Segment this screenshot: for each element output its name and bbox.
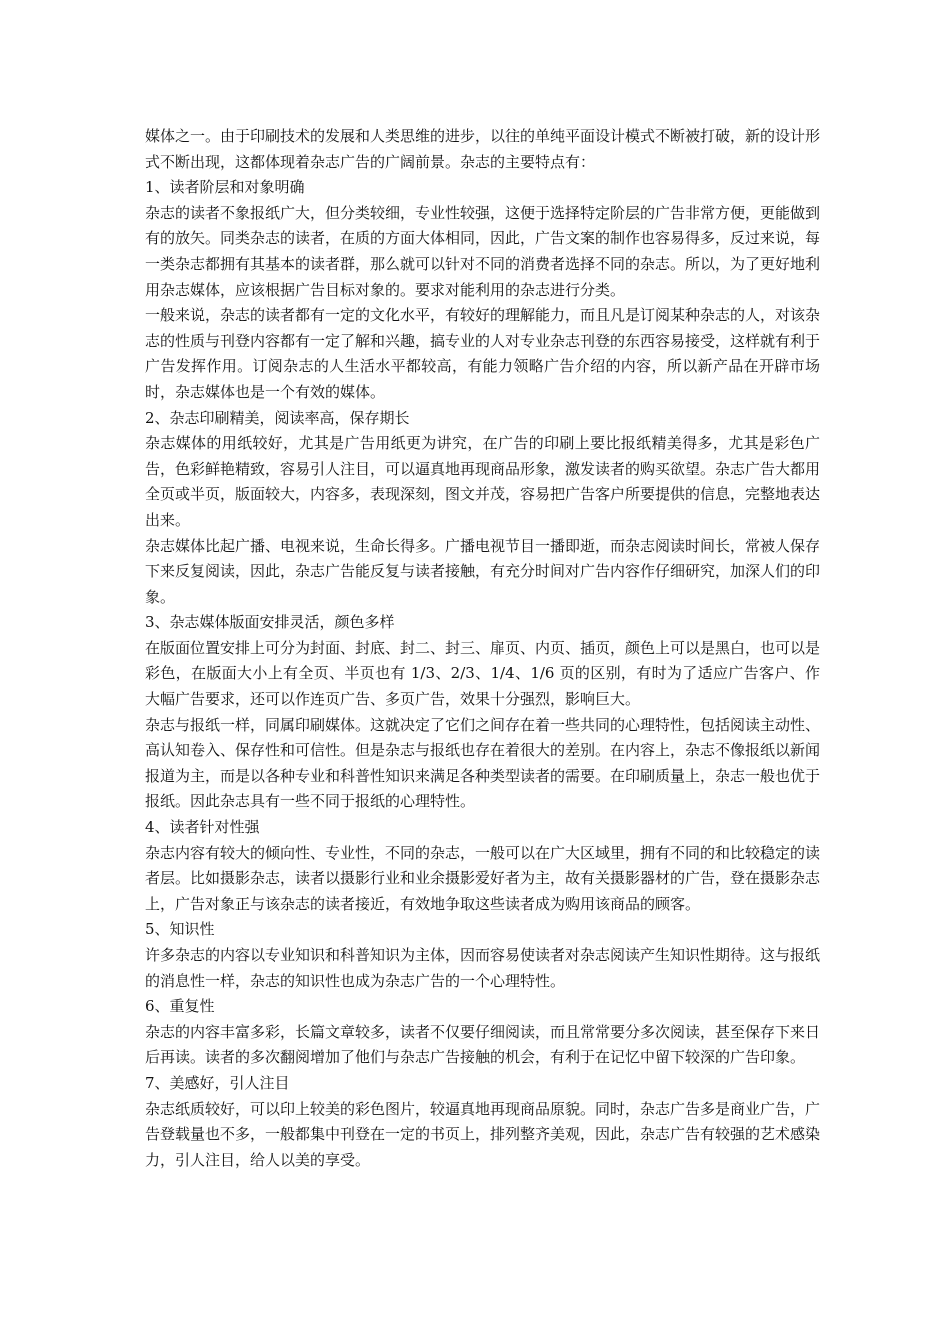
heading-2: 2、杂志印刷精美，阅读率高，保存期长 [145, 408, 410, 427]
paragraph: 在版面位置安排上可分为封面、封底、封二、封三、扉页、内页、插页，颜色上可以是黑白，也可以是彩色，在版面大小上有全页、半页也有 1/3、2/3、1/4、1/6 页的区别，有时为了适应广告客户、作大幅广告要求，还可以作连页广告、多页广告，效果十分强烈，影响巨大。 [145, 638, 821, 709]
paragraph: 杂志的内容丰富多彩，长篇文章较多，读者不仅要仔细阅读，而且常常要分多次阅读，甚至保存下来日后再读。读者的多次翻阅增加了他们与杂志广告接触的机会，有利于在记忆中留下较深的广告印象。 [145, 1022, 821, 1067]
paragraph: 杂志内容有较大的倾向性、专业性，不同的杂志，一般可以在广大区域里，拥有不同的和比较稳定的读者层。比如摄影杂志，读者以摄影行业和业余摄影爱好者为主，故有关摄影器材的广告，登在摄影杂志上，广告对象正与该杂志的读者接近，有效地争取这些读者成为购用该商品的顾客。 [145, 843, 821, 913]
heading-6: 6、重复性 [145, 997, 215, 1016]
heading-1: 1、读者阶层和对象明确 [145, 178, 305, 197]
heading-4: 4、读者针对性强 [145, 818, 260, 837]
heading-3: 3、杂志媒体版面安排灵活，颜色多样 [145, 613, 395, 632]
paragraph: 许多杂志的内容以专业知识和科普知识为主体，因而容易使读者对杂志阅读产生知识性期待。这与报纸的消息性一样，杂志的知识性也成为杂志广告的一个心理特性。 [145, 946, 821, 990]
heading-5: 5、知识性 [145, 920, 215, 939]
paragraph: 杂志媒体的用纸较好，尤其是广告用纸更为讲究，在广告的印刷上要比报纸精美得多，尤其是彩色广告，色彩鲜艳精致，容易引人注目，可以逼真地再现商品形象，激发读者的购买欲望。杂志广告大都用全页或半页，版面较大，内容多，表现深刻，图文并茂，容易把广告客户所要提供的信息，完整地表达出来。 [145, 434, 821, 529]
heading-7: 7、美感好，引人注目 [145, 1073, 290, 1092]
paragraph: 杂志纸质较好，可以印上较美的彩色图片，较逼真地再现商品原貌。同时，杂志广告多是商业广告，广告登载量也不多，一般都集中刊登在一定的书页上，排列整齐美观，因此，杂志广告有较强的艺术感染力，引人注目，给人以美的享受。 [145, 1099, 821, 1169]
paragraph-intro: 媒体之一。由于印刷技术的发展和人类思维的进步，以往的单纯平面设计模式不断被打破，新的设计形式不断出现，这都体现着杂志广告的广阔前景。杂志的主要特点有： [145, 127, 821, 171]
paragraph: 杂志的读者不象报纸广大，但分类较细，专业性较强，这便于选择特定阶层的广告非常方便，更能做到有的放矢。同类杂志的读者，在质的方面大体相同，因此，广告文案的制作也容易得多，反过来说，每一类杂志都拥有其基本的读者群，那么就可以针对不同的消费者选择不同的杂志。所以，为了更好地利用杂志媒体，应该根据广告目标对象的。要求对能利用的杂志进行分类。 [145, 203, 821, 299]
paragraph: 一般来说，杂志的读者都有一定的文化水平，有较好的理解能力，而且凡是订阅某种杂志的人，对该杂志的性质与刊登内容都有一定了解和兴趣，搞专业的人对专业杂志刊登的东西容易接受，这样就有利于广告发挥作用。订阅杂志的人生活水平都较高，有能力领略广告介绍的内容，所以新产品在开辟市场时，杂志媒体也是一个有效的媒体。 [145, 306, 821, 401]
document-body [145, 124, 820, 1173]
paragraph: 杂志媒体比起广播、电视来说，生命长得多。广播电视节目一播即逝，而杂志阅读时间长，常被人保存下来反复阅读，因此，杂志广告能反复与读者接触，有充分时间对广告内容作仔细研究，加深人们的印象。 [145, 536, 821, 606]
paragraph: 杂志与报纸一样，同属印刷媒体。这就决定了它们之间存在着一些共同的心理特性，包括阅读主动性、高认知卷入、保存性和可信性。但是杂志与报纸也存在着很大的差别。在内容上，杂志不像报纸以新闻报道为主，而是以各种专业和科普性知识来满足各种类型读者的需要。在印刷质量上，杂志一般也优于报纸。因此杂志具有一些不同于报纸的心理特性。 [145, 715, 821, 811]
